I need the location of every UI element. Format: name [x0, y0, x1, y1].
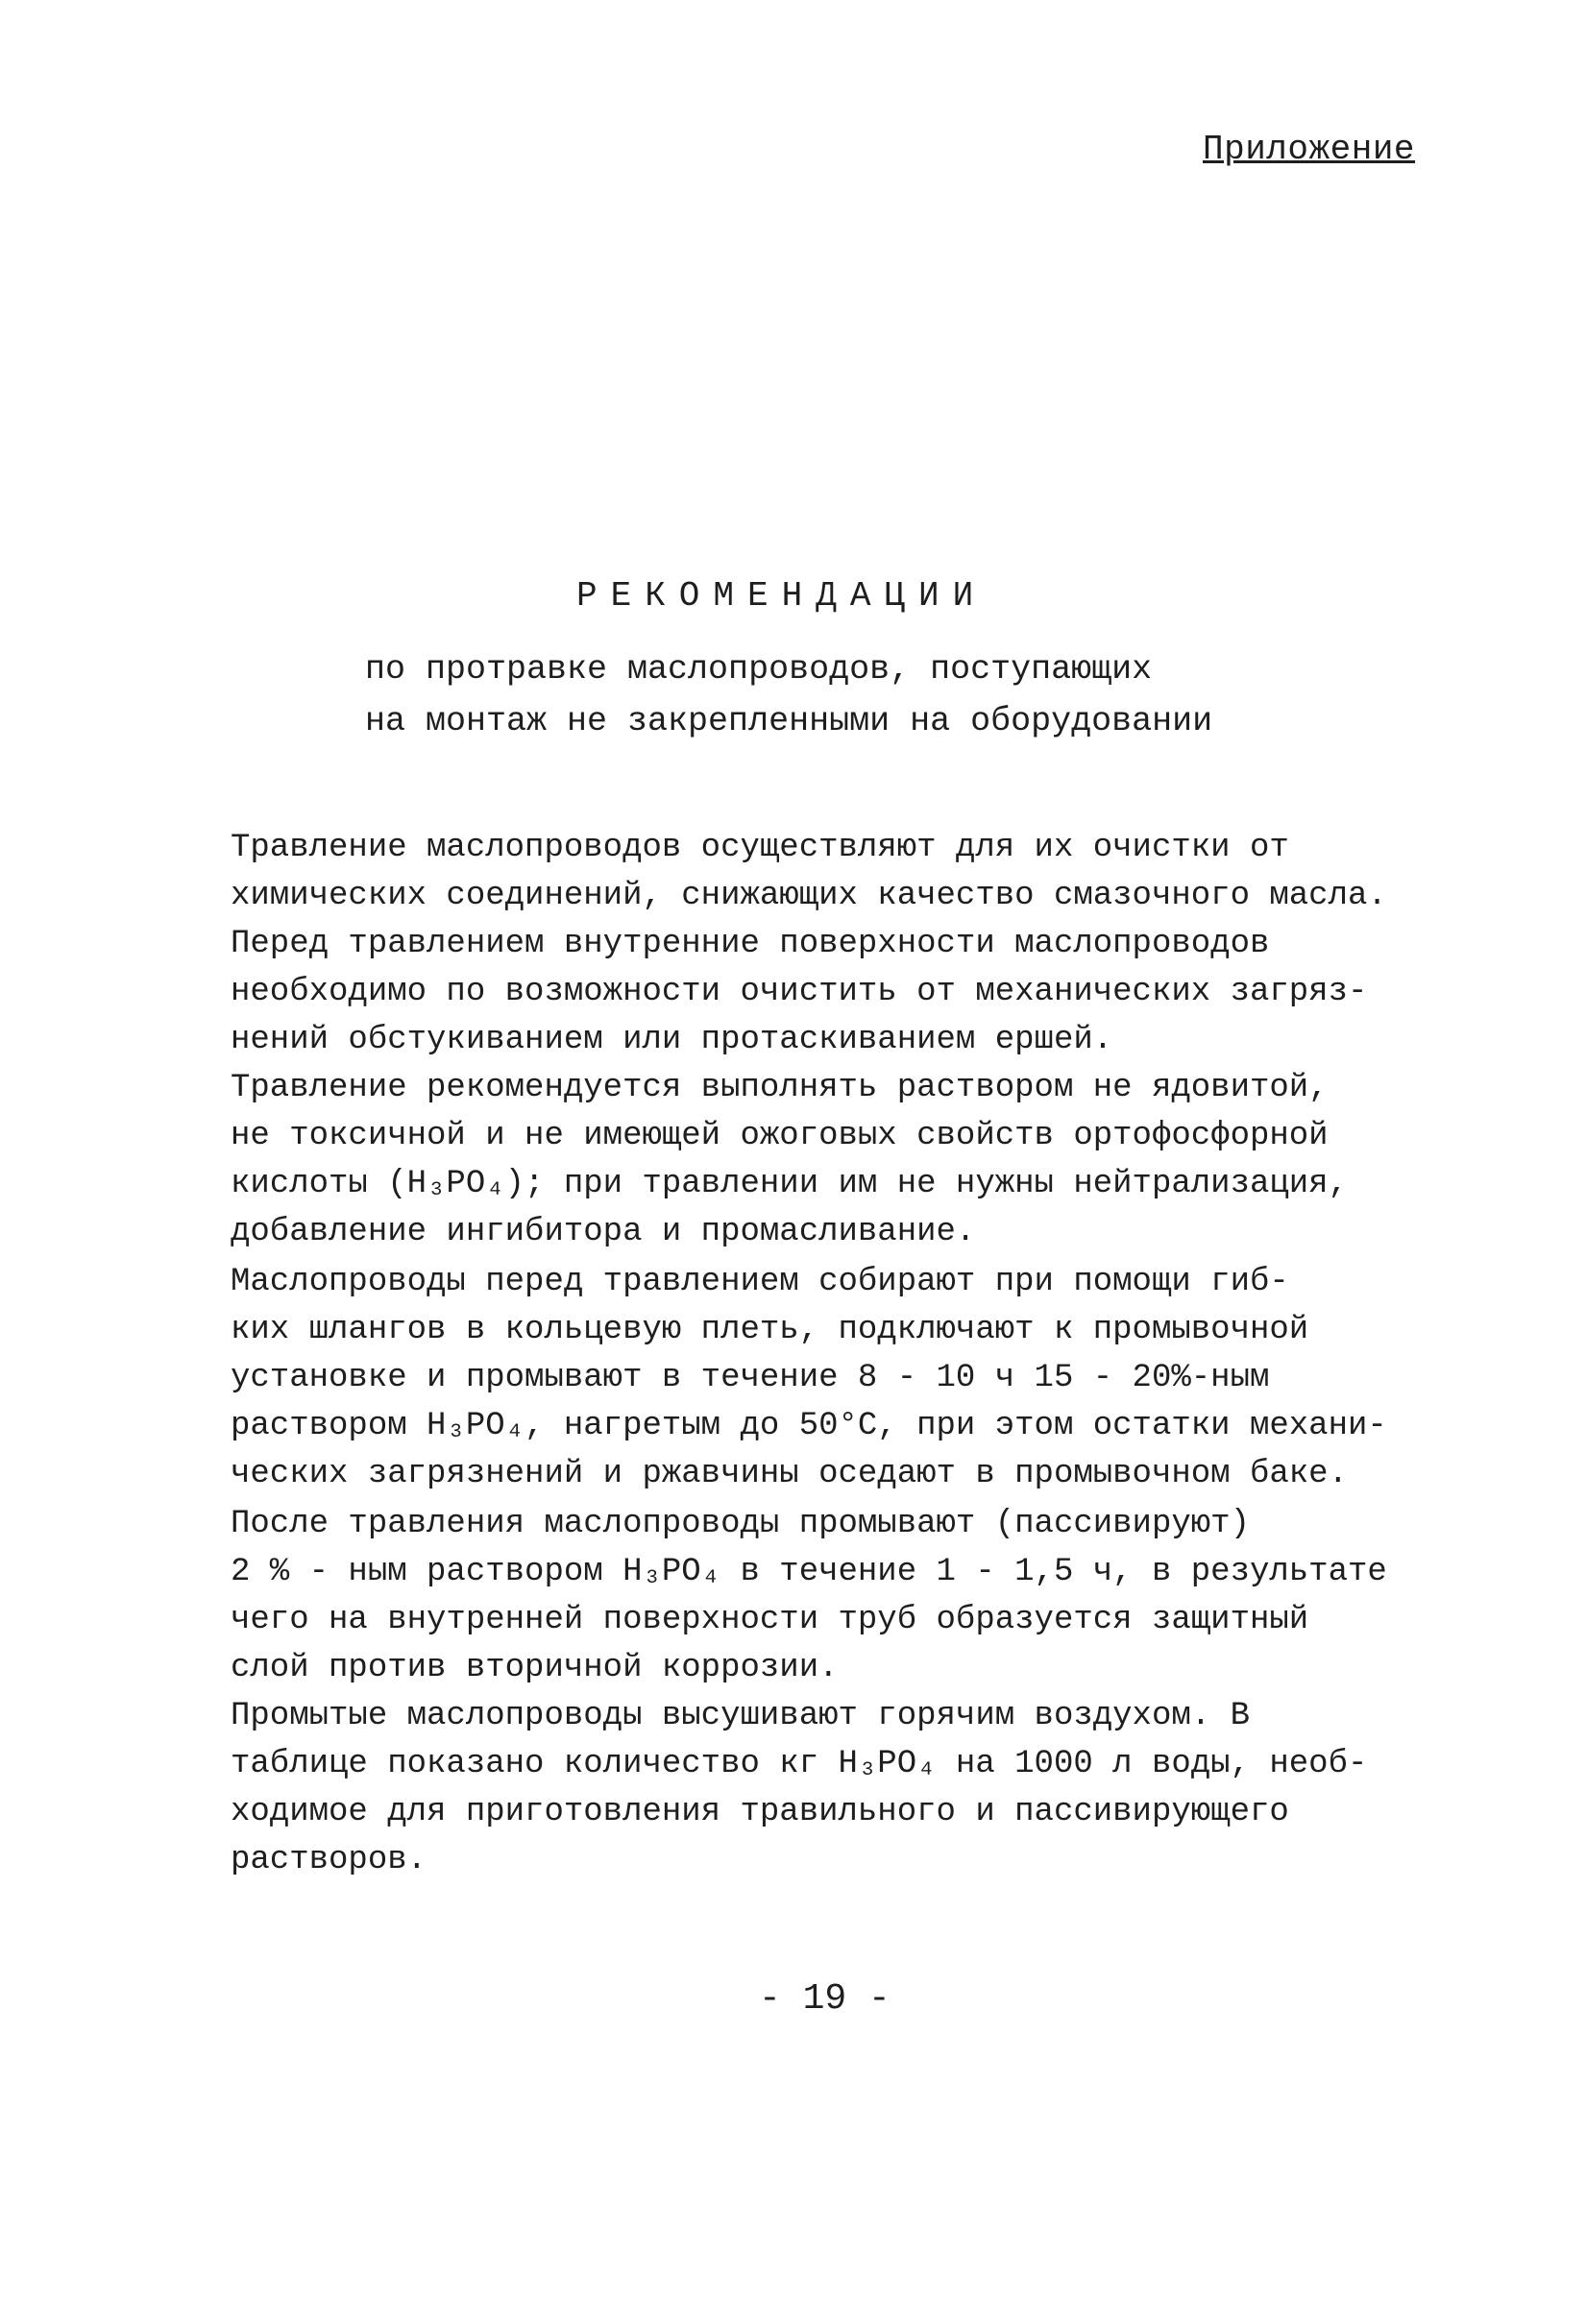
- paragraph-etching-process: Маслопроводы перед травлением собирают при помощи гиб- ких шлангов в кольцевую плеть, подключают к промывочной установке и промывают в течение 8 - 10 ч 15 - 20%-ным раствором H₃PO₄, нагретым до 50°C, при этом остатки механи- ческих загрязнений и ржавчины оседают в промывочном баке.: [231, 1264, 1387, 1492]
- paragraph-passivation: После травления маслопроводы промывают (пассивируют) 2 % - ным раствором H₃PO₄ в течение 1 - 1,5 ч, в результате чего на внутренней поверхности труб образуется защитный слой против вторичной коррозии.: [231, 1506, 1387, 1686]
- document-title: РЕКОМЕНДАЦИИ: [576, 576, 988, 616]
- page-number: - 19 -: [759, 1978, 891, 2020]
- paragraph-purpose: Травление маслопроводов осуществляют для их очистки от химических соединений, снижающих качество смазочного масла.: [231, 830, 1387, 914]
- paragraph-mechanical-cleaning: Перед травлением внутренние поверхности маслопроводов необходимо по возможности очистить от механических загряз- нений обстукиванием или протаскиванием ершей.: [231, 926, 1368, 1058]
- paragraph-acid-recommendation: Травление рекомендуется выполнять раствором не ядовитой, не токсичной и не имеющей ожоговых свойств ортофосфорной кислоты (H₃PO₄); при травлении им не нужны нейтрализация, добавление ингибитора и промасливание.: [231, 1070, 1348, 1250]
- appendix-label: Приложение: [1203, 130, 1416, 169]
- document-subtitle: по протравке маслопроводов, поступающих на монтаж не закрепленными на оборудовании: [365, 650, 1213, 740]
- paragraph-drying-and-table-note: Промытые маслопроводы высушивают горячим воздухом. В таблице показано количество кг H₃PO₄ на 1000 л воды, необ- ходимое для приготовления травильного и пассивирующего растворов.: [231, 1698, 1368, 1878]
